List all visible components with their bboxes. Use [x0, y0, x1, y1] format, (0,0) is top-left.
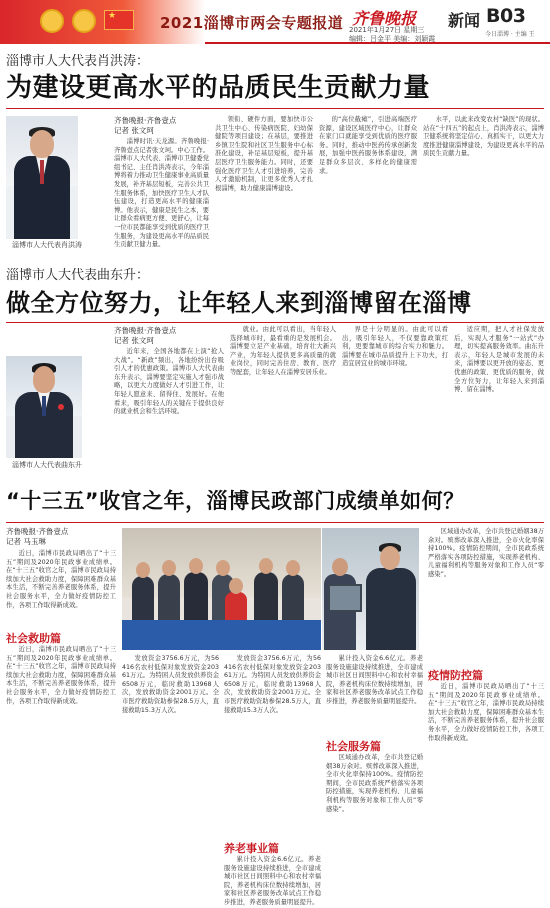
page-number: B03: [486, 5, 526, 27]
article3-byline: 齐鲁晚报·齐鲁壹点 记者 马玉琳: [6, 527, 69, 546]
article3-photo-group: [122, 528, 321, 650]
article3-column-3: 发放资金3756.6万元，为56416名农村低保对象发放资金20361万元。为特困人员发放供养资金6508万元，临时救助13968人次，发放救助资金2001万元。全市医疗救助资助参保28.5万人，直接救助15.3万人次。: [224, 655, 321, 714]
article2-headline: 做全方位努力，让年轻人来到淄博留在淄博: [6, 289, 472, 317]
page-note: 今日淄博 · 主编 王: [485, 31, 535, 38]
article1-divider: [6, 108, 544, 109]
article2-column-4: 适应期，把人才社保发放后，实现人才服务“一站式”办理，切实提高服务效率。曲东升表示，年轻人是城市发展的未来，淄博要以更开放的姿态、更优惠的政策、更优质的服务，做全方位努力，让年轻人来到淄博、留在淄博。: [454, 326, 544, 394]
article1-column-1: 淄博时讯·天龙源。齐鲁晚报·齐鲁壹点记者张文珂。中心工作。淄博市人大代表、淄博市卫健委党组书记、主任肖洪涛表示，今年淄博将着力推动卫生健康事业高质量发展，补齐基层短板，完善公共卫生服务体系，加快医疗卫生人才队伍建设，打造更高水平的健康淄博。他表示，健康是民生之本，要让群众看病更方便、更舒心，让每一位市民都能享受到优质的医疗卫生服务，为建设更高水平的品质民生贡献卫健力量。: [114, 138, 209, 249]
editor-line: 编辑：吕金平 美编：刘颖霞: [349, 35, 436, 43]
article2-byline: 齐鲁晚报·齐鲁壹点 记者 张文珂: [114, 326, 177, 345]
article3-photo-meeting: [322, 528, 419, 650]
subhead-social-assistance: 社会救助篇: [6, 632, 61, 645]
masthead-title: 2021淄博市两会专题报道: [160, 14, 344, 32]
article3-column-3b: 累计投入资金6.6亿元。养老服务设施建设持续推进，全市建成城市社区日间照料中心和农村幸福院，养老机构床位数持续增加，居家和社区养老服务改革试点工作稳步推进，养老服务质量明显提升。: [224, 856, 321, 906]
article1-column-4: 水平，以此来改变农村“缺医”的现状。站在“十四五”的起点上，肖洪涛表示，淄博卫健系统将坚定信心、真抓实干，以更大力度推进健康淄博建设，为建设更高水平的品质民生贡献力量。: [423, 116, 544, 158]
article3-column-2: 发放资金3756.6万元，为56416名农村低保对象发放资金20361万元。为特困人员发放供养资金6508万元，临时救助13968人次，发放救助资金2001万元。全市医疗救助资助参保28.5万人，直接救助15.3万人次。: [122, 655, 219, 714]
article2-kicker: 淄博市人大代表曲东升：: [6, 268, 150, 283]
newspaper-logo: 齐鲁晚报: [352, 9, 417, 28]
article3-headline: “十三五”收官之年，淄博民政部门成绩单如何？: [6, 489, 465, 513]
article3-divider: [6, 522, 544, 523]
article1-photo: [6, 116, 78, 239]
national-emblem-icon: [40, 9, 64, 33]
subhead-elderly-care: 养老事业篇: [224, 842, 279, 855]
article1-photo-caption: 淄博市人大代表肖洪涛: [12, 241, 82, 249]
masthead: [0, 0, 550, 44]
article2-divider: [6, 322, 544, 323]
article2-photo: [6, 356, 82, 458]
article1-column-3: 的“高位截瘫”，引进高端医疗资源，建设区域医疗中心，让群众在家门口就能享受到优质的医疗服务。同时，推动中医药传承创新发展，加强中医药服务体系建设，满足群众多层次、多样化的健康需求。: [319, 116, 417, 175]
article3-column-5b: 近日，淄博市民政局晒出了“十三五”期间及2020年民政事业成绩单。在“十三五”收官之年，淄博市民政局持续加大社会救助力度，保障困难群众基本生活，不断完善养老服务体系，提升社会服务水平，全力做好疫情防控工作，各项工作取得新成效。: [428, 683, 544, 742]
article1-kicker: 淄博市人大代表肖洪涛：: [6, 54, 150, 69]
date-line: 2021年1月27日 星期三: [349, 26, 425, 34]
article3-column-1: 近日，淄博市民政局晒出了“十三五”期间及2020年民政事业成绩单。在“十三五”收官之年，淄博市民政局持续加大社会救助力度，保障困难群众基本生活，不断完善养老服务体系，提升社会服务水平，全力做好疫情防控工作，各项工作取得新成效。: [6, 550, 116, 609]
article1-column-2: 领衔、硬件方面，要加快市公共卫生中心、传染病医院、妇幼保健院等项目建设；在基层，要推进乡镇卫生院和社区卫生服务中心标准化建设，补足基层短板，提升基层医疗卫生服务能力。同时，还要强化医疗卫生人才引进培养，完善人才激励机制，让更多优秀人才扎根淄博，助力健康淄博建设。: [215, 116, 313, 192]
article3-column-4: 累计投入资金6.6亿元。养老服务设施建设持续推进，全市建成城市社区日间照料中心和农村幸福院，养老机构床位数持续增加，居家和社区养老服务改革试点工作稳步推进，养老服务质量明显提升。: [326, 655, 423, 705]
article3-column-4b: 区域通办改革，全市共登记婚姻38万余对。殡葬改革深入推进，全市火化率保持100%。疫情防控期间，全市民政系统严格落实各项防控措施，实现养老机构、儿童福利机构等服务对象和工作人员“零感染”。: [326, 754, 423, 813]
subhead-social-services: 社会服务篇: [326, 740, 381, 753]
article2-column-1: 近年来，全国各地都在上演“抢人大战”。“新政”频出，各地纷纷出台吸引人才的优惠政策。淄博市人大代表曲东升表示，淄博要坚定实施人才强市战略，以更大力度做好人才引进工作，让年轻人愿意来、留得住、发展好。在他看来，吸引年轻人的关键在于提供良好的就业机会和生活环境。: [114, 348, 224, 416]
article2-column-3: 界是十分明显的。由此可以看出，吸引年轻人，不仅要靠政策红利，更要靠城市的综合实力和魅力。淄博要在城市品质提升上下功夫，打造宜居宜业的城市环境。: [342, 326, 448, 368]
article2-photo-caption: 淄博市人大代表曲东升: [12, 461, 82, 469]
flag-icon: [104, 10, 134, 30]
article3-column-5: 区域通办改革，全市共登记婚姻38万余对。殡葬改革深入推进，全市火化率保持100%。疫情防控期间，全市民政系统严格落实各项防控措施，实现养老机构、儿童福利机构等服务对象和工作人员“零感染”。: [428, 528, 544, 578]
section-name: 新闻: [448, 11, 481, 30]
party-emblem-icon: [72, 9, 96, 33]
subhead-epidemic-prevention: 疫情防控篇: [428, 669, 483, 682]
article2-column-2: 就业。由此可以看出，当年轻人选择城市时，最看重的是发展机会。淄博要立足产业基础，培育壮大新兴产业，为年轻人提供更多高质量的就业岗位，同时完善住房、教育、医疗等配套，让年轻人在淄博安居乐业。: [230, 326, 336, 376]
masthead-meta: [349, 26, 435, 44]
article1-headline: 为建设更高水平的品质民生贡献力量: [6, 73, 431, 103]
article1-byline: 齐鲁晚报·齐鲁壹点 记者 张文珂: [114, 116, 177, 135]
article3-column-1b: 近日，淄博市民政局晒出了“十三五”期间及2020年民政事业成绩单。在“十三五”收官之年，淄博市民政局持续加大社会救助力度，保障困难群众基本生活，不断完善养老服务体系，提升社会服务水平，全力做好疫情防控工作，各项工作取得新成效。: [6, 646, 116, 705]
